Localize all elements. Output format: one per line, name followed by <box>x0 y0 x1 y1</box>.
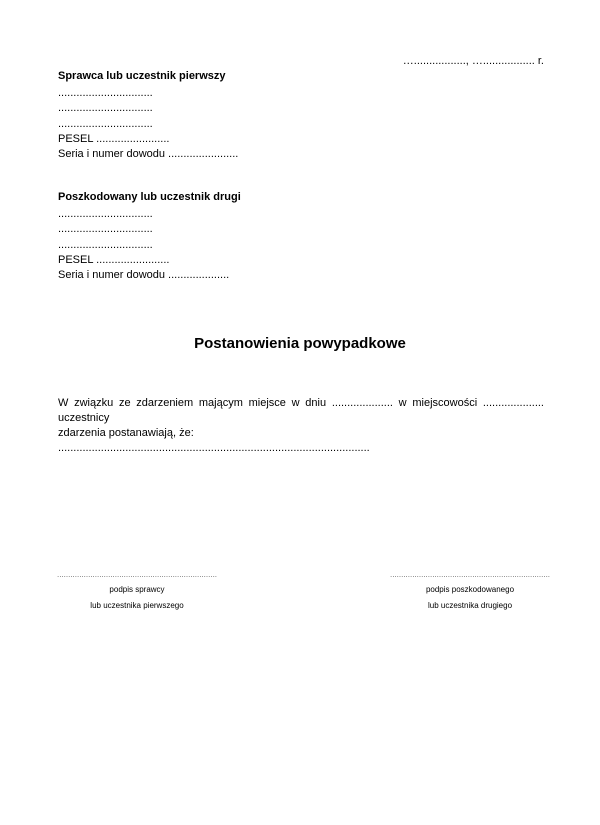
signature-left-line: ........................................................................ <box>56 570 218 579</box>
signature-right-label-1: podpis poszkodowanego <box>425 585 515 594</box>
signature-left <box>47 570 227 614</box>
party1-line-2: ............................... <box>58 102 153 115</box>
signature-left-label-1: podpis sprawcy <box>109 585 165 594</box>
signature-right <box>380 570 560 614</box>
signature-left-label-2: lub uczestnika pierwszego <box>90 601 184 610</box>
party2-line-3: ............................... <box>58 238 153 251</box>
party2-id: Seria i numer dowodu .................... <box>58 269 230 282</box>
party1-heading: Sprawca lub uczestnik pierwszy <box>58 70 226 82</box>
party1-pesel: PESEL ........................ <box>58 132 170 145</box>
party1-line-1: ............................... <box>58 87 153 100</box>
party2-block <box>58 190 241 283</box>
body-text <box>58 396 544 456</box>
date-place-line: …................., …................. r. <box>402 55 544 67</box>
signature-right-line: ........................................................................ <box>389 570 551 579</box>
party2-line-2: ............................... <box>58 223 153 236</box>
body-line-2: zdarzenia postanawiają, że: <box>58 427 194 439</box>
party1-id: Seria i numer dowodu ....................... <box>58 148 239 161</box>
party1-block <box>58 69 238 162</box>
document-title: Postanowienia powypadkowe <box>194 335 406 352</box>
signature-right-label-2: lub uczestnika drugiego <box>427 601 513 610</box>
party2-heading: Poszkodowany lub uczestnik drugi <box>58 191 241 203</box>
party2-line-1: ............................... <box>58 208 153 221</box>
party1-line-3: ............................... <box>58 117 153 130</box>
body-line-3: ...................................................................................................... <box>58 442 370 454</box>
party2-pesel: PESEL ........................ <box>58 253 170 266</box>
body-line-1: W związku ze zdarzeniem mającym miejsce w dniu .................... w miejscowości .................... uczestnicy <box>58 397 544 424</box>
